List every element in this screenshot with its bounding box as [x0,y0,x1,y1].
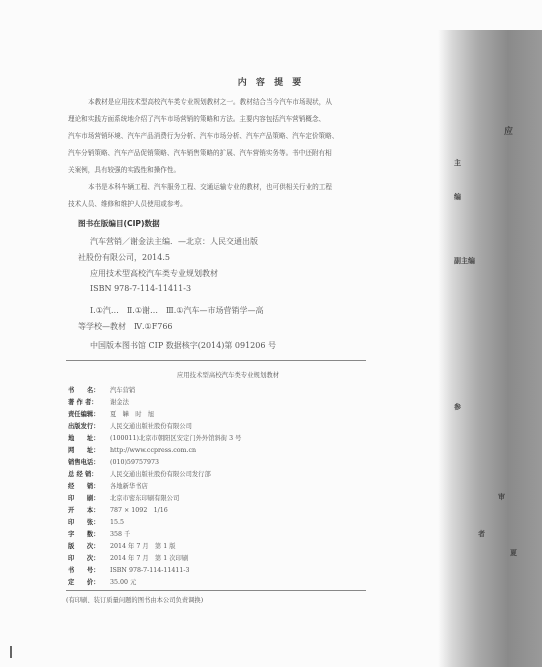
bleed-text-4: 参 [454,403,461,411]
series-title: 应用技术型高校汽车类专业规划教材 [176,371,280,379]
divider-bottom [66,590,366,591]
cip-line: ISBN 978-7-114-11411-3 [90,284,192,293]
cip-record: 中国版本图书馆 CIP 数据核字(2014)第 091206 号 [90,341,276,350]
detail-row-format: 开 本： 787 × 1092 1/16 [68,507,168,514]
detail-row-seller: 经 销： 各地新华书店 [68,483,148,490]
bleed-text-3: 副主编 [454,257,475,265]
summary-line: 汽车分销策略、汽车产品促销策略、汽车销售策略的扩展、汽车营销实务等。书中还附有相 [68,149,332,157]
bleed-text-1: 主 [454,159,461,167]
detail-row-title: 书 名： 汽车营销 [68,387,136,394]
bleed-text-2: 编 [454,193,461,201]
detail-row-isbn: 书 号： ISBN 978-7-114-11411-3 [68,567,190,574]
summary-title: 内 容 提 要 [237,78,305,88]
summary-line: 理论和实践方面系统地介绍了汽车市场营销的策略和方法。主要内容包括汽车营销概念、 [68,115,326,123]
bleed-text-top: 应 [504,127,514,137]
bleed-text-7: 夏 [510,549,517,557]
detail-row-printer: 印 刷： 北京市密东印刷有限公司 [68,495,180,502]
page-gutter-shadow [438,0,542,667]
cip-subject-line: 等学校—教材 Ⅳ.①F766 [78,322,173,331]
bleed-text-5: 审 [498,493,505,501]
detail-row-phone: 销售电话： (010)59757973 [68,459,159,466]
detail-row-printing: 印 次： 2014 年 7 月 第 1 次印刷 [68,555,189,562]
detail-row-wordcount: 字 数： 358 千 [68,531,131,538]
detail-row-editor: 责任编辑： 夏 韡 时 旭 [68,411,155,418]
summary-line: 本教材是应用技术型高校汽车类专业规划教材之一。教材结合当今汽车市场现状，从 [88,98,332,106]
scan-mark [10,646,12,658]
detail-row-price: 定 价： 35.00 元 [68,579,137,586]
summary-line: 技术人员、维修和维护人员使用或参考。 [68,200,187,208]
summary-line: 关案例，具有较强的实践性和操作性。 [68,166,181,174]
cip-line: 应用技术型高校汽车类专业规划教材 [90,269,218,278]
cip-subject-line: Ⅰ.①汽… Ⅱ.①谢… Ⅲ.①汽车—市场营销学—高 [90,306,264,315]
cip-heading: 图书在版编目(CIP)数据 [78,219,160,228]
summary-line: 本书是本科车辆工程、汽车服务工程、交通运输专业的教材，也可供相关行业的工程 [88,183,332,191]
detail-row-distributor: 总 经 销： 人民交通出版社股份有限公司发行部 [68,471,211,478]
page-gutter-top [438,0,542,30]
footnote: (有印刷、装订质量问题的图书由本公司负责调换) [66,597,204,604]
cip-line: 汽车营销／谢金法主编．—北京：人民交通出版 [90,237,258,246]
detail-row-website: 网 址： http://www.ccpress.com.cn [68,447,197,454]
summary-line: 汽车市场营销环境、汽车产品消费行为分析、汽车市场分析、汽车产品策略、汽车定价策略、 [68,132,339,140]
divider-top [66,360,366,361]
cip-line: 社股份有限公司，2014.5 [78,253,170,262]
detail-row-publisher: 出版发行： 人民交通出版社股份有限公司 [68,423,192,430]
detail-row-author: 著 作 者： 谢金法 [68,399,129,406]
detail-row-address: 地 址： (100011)北京市朝阳区安定门外外馆斜街 3 号 [68,435,242,442]
detail-row-sheets: 印 张： 15.5 [68,519,125,526]
detail-row-edition: 版 次： 2014 年 7 月 第 1 版 [68,543,176,550]
bleed-text-6: 者 [478,530,485,538]
